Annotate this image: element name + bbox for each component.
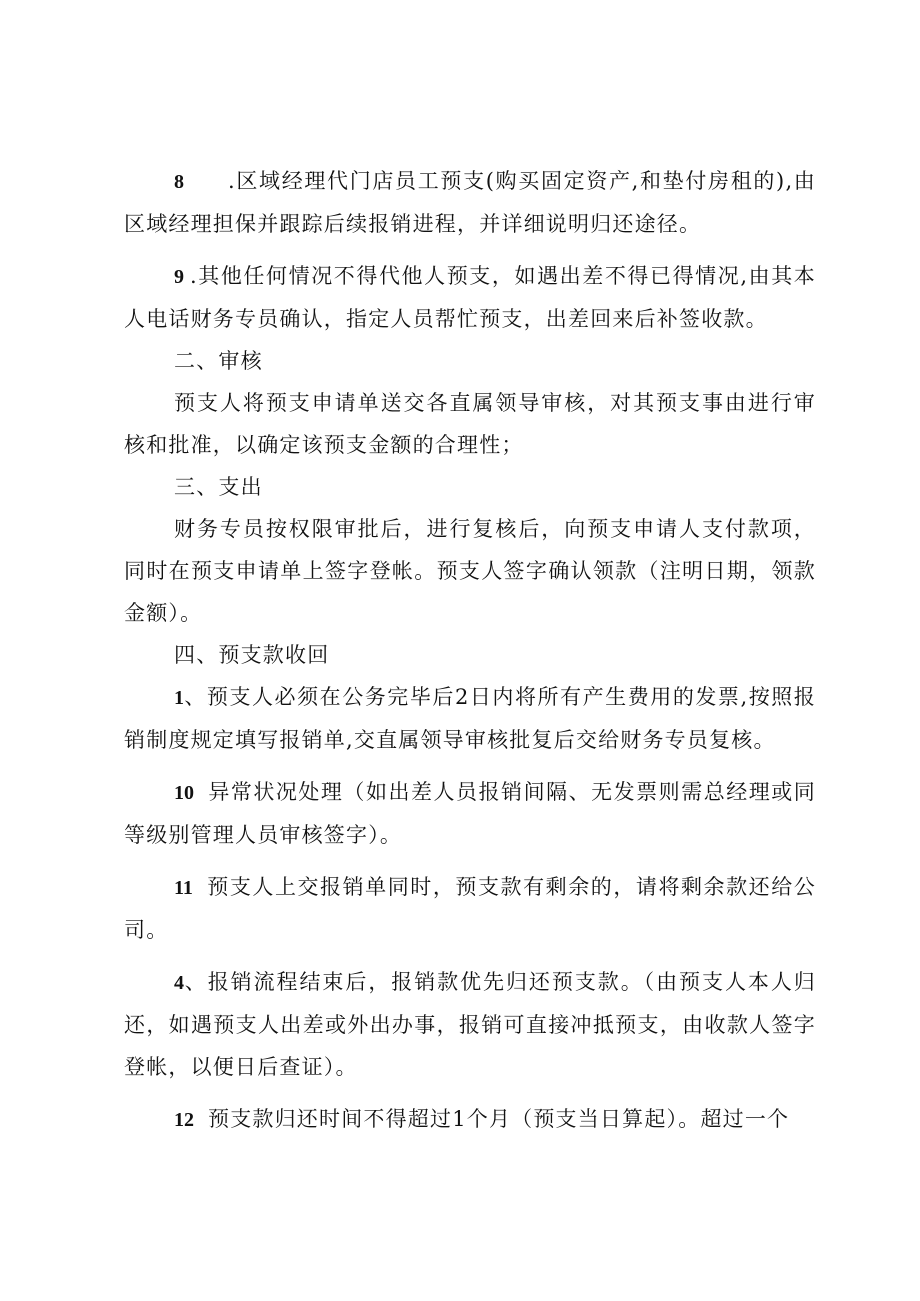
paragraph-number: 12 — [174, 1109, 194, 1131]
paragraph-text: .其他任何情况不得代他人预支，如遇出差不得已得情况,由其本人电话财务专员确认，指定人员帮忙预支，出差回来后补签收款。 — [124, 264, 816, 331]
section-heading-expense: 三、支出 — [174, 475, 263, 499]
paragraph-number: 10 — [174, 782, 194, 804]
document-body — [124, 160, 816, 1141]
paragraph-number: 11 — [174, 877, 193, 899]
paragraph-number: 1 — [174, 687, 184, 709]
paragraph-text: 、报销流程结束后，报销款优先归还预支款。（由预支人本人归还，如遇预支人出差或外出办事，报销可直接冲抵预支，由收款人签字登帐，以便日后查证）。 — [124, 970, 816, 1079]
paragraph-text: 、预支人必须在公务完毕后2日内将所有产生费用的发票,按照报销制度规定填写报销单,交直属领导审核批复后交给财务专员复核。 — [124, 685, 816, 752]
paragraph-item-10 — [124, 771, 816, 856]
paragraph-expense: 财务专员按权限审批后，进行复核后，向预支申请人支付款项，同时在预支申请单上签字登帐。预支人签字确认领款（注明日期，领款金额）。 — [124, 517, 816, 625]
section-heading-recovery: 四、预支款收回 — [174, 643, 330, 667]
paragraph-text: 预支款归还时间不得超过1个月（预支当日算起）。超过一个 — [208, 1107, 790, 1131]
paragraph-item-1 — [124, 676, 816, 761]
paragraph-text: .区域经理代门店员工预支(购买固定资产,和垫付房租的),由区域经理担保并跟踪后续报销进程，并详细说明归还途径。 — [124, 169, 816, 236]
paragraph-item-4 — [124, 961, 816, 1088]
paragraph-text: 预支人上交报销单同时，预支款有剩余的，请将剩余款还给公司。 — [124, 875, 816, 942]
paragraph-number: 8 — [174, 171, 184, 193]
paragraph-number: 4 — [174, 972, 184, 994]
paragraph-item-8 — [124, 160, 816, 245]
paragraph-item-12 — [124, 1098, 816, 1141]
paragraph-audit: 预支人将预支申请单送交各直属领导审核，对其预支事由进行审核和批准，以确定该预支金额的合理性； — [124, 391, 816, 457]
paragraph-text: 异常状况处理（如出差人员报销间隔、无发票则需总经理或同等级别管理人员审核签字）。 — [124, 780, 816, 847]
section-heading-audit: 二、审核 — [174, 349, 263, 373]
paragraph-item-9 — [124, 255, 816, 340]
paragraph-item-11 — [124, 866, 816, 951]
paragraph-number: 9 — [174, 266, 184, 288]
